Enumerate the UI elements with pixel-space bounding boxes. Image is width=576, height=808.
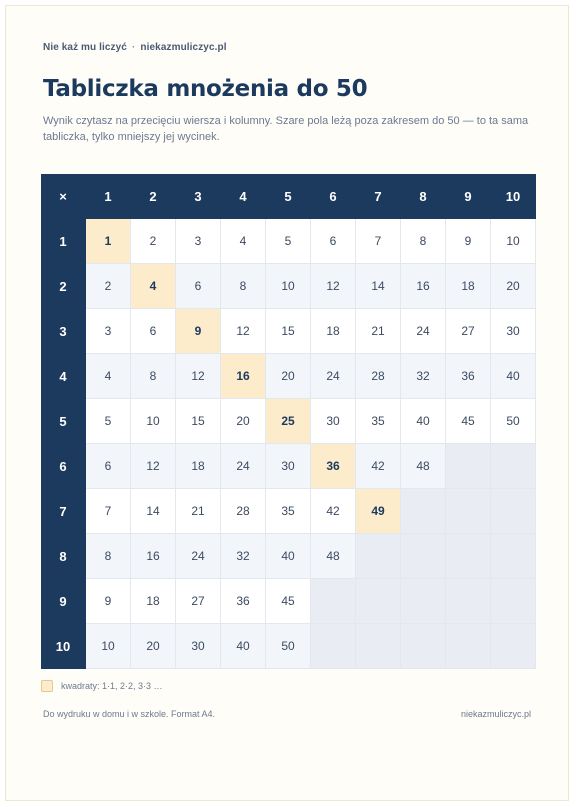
table-cell: 2 (131, 219, 176, 264)
square-cell: 16 (221, 354, 266, 399)
table-cell: 35 (356, 399, 401, 444)
table-corner: × (41, 174, 86, 219)
row-header: 1 (41, 219, 86, 264)
table-cell: 6 (131, 309, 176, 354)
table-cell: 28 (221, 489, 266, 534)
column-header: 9 (446, 174, 491, 219)
out-of-range-cell (401, 579, 446, 624)
table-cell: 16 (131, 534, 176, 579)
table-cell: 15 (266, 309, 311, 354)
table-cell: 18 (446, 264, 491, 309)
table-cell: 18 (176, 444, 221, 489)
table-cell: 18 (311, 309, 356, 354)
table-cell: 50 (266, 624, 311, 669)
table-cell: 40 (491, 354, 536, 399)
out-of-range-cell (311, 579, 356, 624)
table-cell: 20 (131, 624, 176, 669)
table-cell: 8 (221, 264, 266, 309)
table-cell: 8 (86, 534, 131, 579)
table-cell: 3 (86, 309, 131, 354)
table-cell: 50 (491, 399, 536, 444)
table-cell: 9 (446, 219, 491, 264)
row-header: 5 (41, 399, 86, 444)
row-header: 8 (41, 534, 86, 579)
table-cell: 8 (401, 219, 446, 264)
table-cell: 24 (176, 534, 221, 579)
table-cell: 5 (266, 219, 311, 264)
row-header: 9 (41, 579, 86, 624)
table-cell: 15 (176, 399, 221, 444)
column-header: 8 (401, 174, 446, 219)
table-cell: 10 (131, 399, 176, 444)
table-cell: 40 (221, 624, 266, 669)
out-of-range-cell (356, 534, 401, 579)
out-of-range-cell (356, 624, 401, 669)
table-cell: 32 (401, 354, 446, 399)
column-header: 3 (176, 174, 221, 219)
table-cell: 40 (401, 399, 446, 444)
table-cell: 24 (311, 354, 356, 399)
square-cell: 4 (131, 264, 176, 309)
square-cell: 25 (266, 399, 311, 444)
table-cell: 6 (176, 264, 221, 309)
table-cell: 7 (356, 219, 401, 264)
out-of-range-cell (491, 534, 536, 579)
table-cell: 12 (221, 309, 266, 354)
row-header: 7 (41, 489, 86, 534)
out-of-range-cell (446, 489, 491, 534)
table-cell: 12 (176, 354, 221, 399)
table-cell: 36 (221, 579, 266, 624)
table-cell: 14 (356, 264, 401, 309)
column-header: 5 (266, 174, 311, 219)
table-cell: 10 (491, 219, 536, 264)
table-cell: 6 (86, 444, 131, 489)
table-cell: 12 (131, 444, 176, 489)
legend-text: kwadraty: 1·1, 2·2, 3·3 … (61, 681, 163, 691)
table-cell: 20 (266, 354, 311, 399)
table-cell: 18 (131, 579, 176, 624)
out-of-range-cell (446, 579, 491, 624)
row-header: 3 (41, 309, 86, 354)
table-cell: 8 (131, 354, 176, 399)
legend-swatch (41, 680, 53, 692)
table-cell: 27 (446, 309, 491, 354)
table-cell: 45 (266, 579, 311, 624)
table-cell: 9 (86, 579, 131, 624)
table-cell: 30 (311, 399, 356, 444)
out-of-range-cell (491, 579, 536, 624)
table-cell: 40 (266, 534, 311, 579)
table-cell: 4 (221, 219, 266, 264)
table-cell: 28 (356, 354, 401, 399)
table-cell: 36 (446, 354, 491, 399)
row-header: 4 (41, 354, 86, 399)
table-cell: 42 (311, 489, 356, 534)
square-cell: 49 (356, 489, 401, 534)
table-cell: 16 (401, 264, 446, 309)
table-cell: 27 (176, 579, 221, 624)
table-cell: 10 (266, 264, 311, 309)
legend (41, 680, 163, 692)
table-cell: 14 (131, 489, 176, 534)
table-cell: 21 (176, 489, 221, 534)
square-cell: 9 (176, 309, 221, 354)
brand-line (43, 42, 227, 53)
column-header: 1 (86, 174, 131, 219)
column-header: 2 (131, 174, 176, 219)
table-cell: 48 (401, 444, 446, 489)
table-cell: 32 (221, 534, 266, 579)
table-cell: 48 (311, 534, 356, 579)
page (5, 5, 569, 801)
brand-name: Nie każ mu liczyć (43, 42, 127, 53)
table-cell: 12 (311, 264, 356, 309)
column-header: 7 (356, 174, 401, 219)
row-header: 6 (41, 444, 86, 489)
out-of-range-cell (491, 624, 536, 669)
out-of-range-cell (356, 579, 401, 624)
out-of-range-cell (446, 534, 491, 579)
table-cell: 7 (86, 489, 131, 534)
row-header: 2 (41, 264, 86, 309)
out-of-range-cell (491, 489, 536, 534)
brand-site: niekazmuliczyc.pl (140, 42, 227, 53)
table-cell: 2 (86, 264, 131, 309)
table-cell: 24 (401, 309, 446, 354)
footer-site: niekazmuliczyc.pl (460, 709, 531, 719)
row-header: 10 (41, 624, 86, 669)
out-of-range-cell (446, 444, 491, 489)
out-of-range-cell (401, 489, 446, 534)
table-cell: 10 (86, 624, 131, 669)
square-cell: 36 (311, 444, 356, 489)
square-cell: 1 (86, 219, 131, 264)
table-cell: 30 (176, 624, 221, 669)
table-cell: 24 (221, 444, 266, 489)
out-of-range-cell (311, 624, 356, 669)
table-cell: 35 (266, 489, 311, 534)
multiplication-table (41, 174, 536, 669)
column-header: 4 (221, 174, 266, 219)
table-cell: 21 (356, 309, 401, 354)
page-subtitle: Wynik czytasz na przecięciu wiersza i kolumny. Szare pola leżą poza zakresem do 50 — to ta sama tabliczka, tylko mniejszy jej wycinek. (43, 115, 529, 143)
brand-separator: · (131, 42, 136, 53)
footer-note: Do wydruku w domu i w szkole. Format A4. (43, 709, 216, 719)
table-cell: 20 (221, 399, 266, 444)
page-title: Tabliczka mnożenia do 50 (43, 76, 368, 102)
table-cell: 42 (356, 444, 401, 489)
out-of-range-cell (401, 534, 446, 579)
column-header: 10 (491, 174, 536, 219)
table-cell: 6 (311, 219, 356, 264)
table-cell: 20 (491, 264, 536, 309)
out-of-range-cell (401, 624, 446, 669)
out-of-range-cell (491, 444, 536, 489)
table-cell: 30 (266, 444, 311, 489)
table-cell: 30 (491, 309, 536, 354)
out-of-range-cell (446, 624, 491, 669)
column-header: 6 (311, 174, 356, 219)
table-cell: 5 (86, 399, 131, 444)
table-cell: 45 (446, 399, 491, 444)
table-cell: 4 (86, 354, 131, 399)
table-cell: 3 (176, 219, 221, 264)
